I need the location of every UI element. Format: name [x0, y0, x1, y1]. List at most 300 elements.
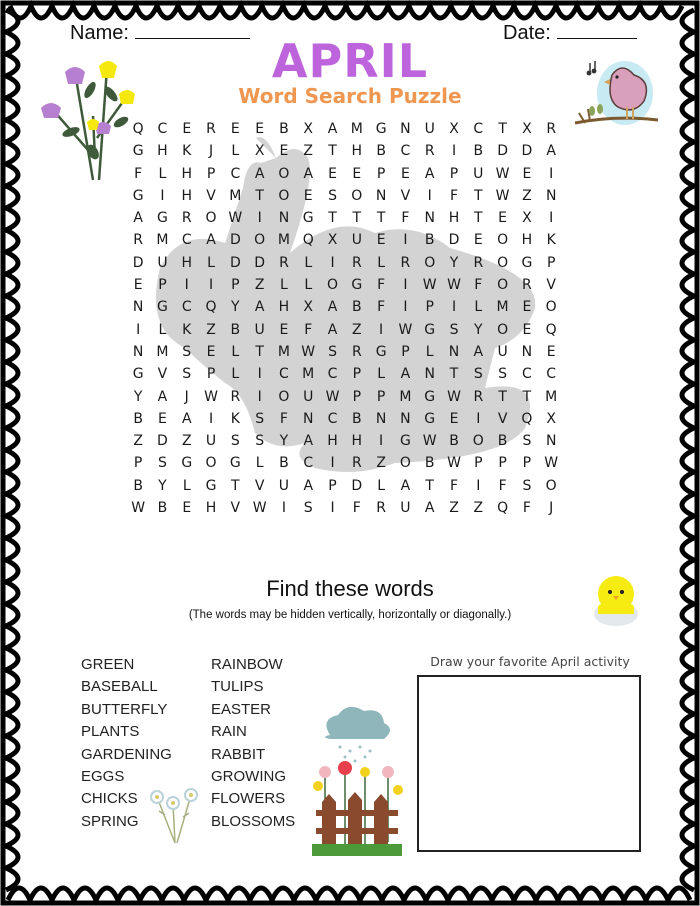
grid-letter[interactable]: B	[352, 299, 362, 316]
grid-letter[interactable]: I	[451, 299, 457, 316]
grid-letter[interactable]: I	[160, 187, 165, 204]
grid-letter[interactable]: Y	[474, 321, 483, 338]
grid-letter[interactable]: Z	[376, 455, 386, 472]
grid-letter[interactable]: M	[350, 121, 363, 137]
grid-letter[interactable]: W	[228, 210, 243, 227]
grid-letter[interactable]: N	[424, 366, 435, 383]
grid-letter[interactable]: C	[279, 366, 289, 383]
grid-letter[interactable]: X	[327, 232, 338, 249]
grid-letter[interactable]: D	[157, 433, 168, 450]
grid-letter[interactable]: I	[549, 165, 554, 182]
grid-letter[interactable]: H	[278, 299, 290, 316]
grid-letter[interactable]: G	[424, 410, 436, 427]
grid-letter[interactable]: I	[403, 232, 408, 249]
grid-letter[interactable]: A	[303, 433, 314, 450]
grid-letter[interactable]: Z	[473, 500, 484, 517]
grid-letter[interactable]: A	[157, 388, 168, 405]
grid-letter[interactable]: S	[522, 433, 532, 450]
grid-letter[interactable]: L	[304, 277, 313, 294]
grid-letter[interactable]: N	[400, 410, 411, 427]
grid-letter[interactable]: D	[132, 254, 144, 271]
grid-letter[interactable]: E	[206, 343, 216, 360]
grid-letter[interactable]: A	[254, 299, 265, 316]
grid-letter[interactable]: Q	[545, 321, 557, 338]
grid-letter[interactable]: F	[279, 410, 288, 427]
grid-letter[interactable]: Z	[254, 277, 265, 294]
grid-letter[interactable]: T	[522, 388, 532, 405]
grid-letter[interactable]: N	[400, 121, 411, 137]
grid-letter[interactable]: O	[497, 277, 509, 294]
grid-letter[interactable]: I	[257, 210, 262, 227]
grid-letter[interactable]: C	[473, 121, 484, 137]
grid-letter[interactable]: W	[447, 388, 461, 405]
grid-letter[interactable]: T	[328, 210, 337, 227]
grid-letter[interactable]: H	[448, 210, 460, 227]
grid-letter[interactable]: A	[254, 165, 265, 182]
grid-letter[interactable]: V	[206, 187, 216, 204]
grid-letter[interactable]: O	[399, 455, 411, 472]
grid-letter[interactable]: O	[351, 187, 363, 204]
grid-letter[interactable]: B	[473, 143, 484, 160]
grid-letter[interactable]: U	[400, 500, 411, 517]
grid-letter[interactable]: L	[280, 277, 288, 294]
grid-letter[interactable]: W	[447, 455, 461, 472]
grid-letter[interactable]: R	[473, 388, 484, 405]
grid-letter[interactable]: P	[352, 366, 362, 383]
grid-letter[interactable]: G	[375, 121, 387, 137]
grid-letter[interactable]: Q	[521, 410, 533, 427]
grid-letter[interactable]: W	[544, 455, 559, 472]
grid-letter[interactable]: Q	[132, 121, 144, 137]
grid-letter[interactable]: A	[424, 165, 435, 182]
grid-letter[interactable]: I	[136, 321, 141, 338]
grid-letter[interactable]: E	[255, 121, 265, 137]
grid-letter[interactable]: B	[133, 410, 143, 427]
grid-letter[interactable]: B	[449, 433, 459, 450]
grid-letter[interactable]: N	[375, 410, 387, 427]
grid-letter[interactable]: Z	[449, 500, 459, 517]
grid-letter[interactable]: B	[424, 455, 435, 472]
grid-letter[interactable]: G	[424, 388, 436, 405]
grid-letter[interactable]: G	[375, 343, 387, 360]
grid-letter[interactable]: H	[181, 165, 192, 182]
grid-letter[interactable]: A	[473, 343, 484, 360]
grid-letter[interactable]: P	[449, 165, 459, 182]
grid-letter[interactable]: R	[400, 254, 411, 271]
grid-letter[interactable]: F	[134, 165, 143, 182]
grid-letter[interactable]: L	[207, 254, 215, 271]
grid-letter[interactable]: I	[427, 187, 432, 204]
grid-letter[interactable]: A	[303, 165, 314, 182]
grid-letter[interactable]: K	[182, 321, 192, 338]
grid-letter[interactable]: P	[376, 165, 386, 182]
grid-letter[interactable]: I	[403, 299, 408, 316]
grid-letter[interactable]: P	[231, 277, 240, 294]
grid-letter[interactable]: Z	[181, 433, 192, 450]
grid-letter[interactable]: R	[351, 343, 362, 360]
grid-letter[interactable]: E	[158, 410, 167, 427]
grid-letter[interactable]: Q	[205, 299, 217, 316]
grid-letter[interactable]: A	[327, 321, 338, 338]
grid-letter[interactable]: G	[132, 143, 144, 160]
grid-letter[interactable]: H	[157, 143, 168, 160]
grid-letter[interactable]: W	[422, 277, 437, 294]
grid-letter[interactable]: D	[229, 232, 241, 249]
grid-letter[interactable]: R	[522, 277, 532, 294]
grid-letter[interactable]: Q	[497, 500, 509, 517]
grid-letter[interactable]: G	[521, 254, 533, 271]
grid-letter[interactable]: W	[495, 187, 510, 204]
grid-letter[interactable]: P	[474, 455, 483, 472]
grid-letter[interactable]: L	[377, 254, 386, 271]
grid-letter[interactable]: O	[254, 232, 266, 249]
grid-letter[interactable]: E	[400, 165, 410, 182]
grid-letter[interactable]: S	[498, 366, 508, 383]
grid-letter[interactable]: T	[449, 366, 459, 383]
grid-letter[interactable]: W	[301, 343, 316, 360]
grid-letter[interactable]: R	[206, 121, 216, 137]
grid-letter[interactable]: R	[546, 121, 557, 137]
grid-letter[interactable]: E	[449, 410, 459, 427]
grid-letter[interactable]: X	[522, 121, 532, 137]
grid-letter[interactable]: T	[498, 388, 507, 405]
grid-letter[interactable]: R	[181, 210, 192, 227]
grid-letter[interactable]: E	[546, 343, 556, 360]
grid-letter[interactable]: O	[545, 299, 557, 316]
grid-letter[interactable]: H	[181, 187, 192, 204]
grid-letter[interactable]: M	[302, 366, 315, 383]
grid-letter[interactable]: L	[474, 299, 483, 316]
grid-letter[interactable]: N	[278, 210, 290, 227]
grid-letter[interactable]: F	[352, 500, 361, 517]
grid-letter[interactable]: N	[132, 343, 144, 360]
grid-letter[interactable]: Z	[522, 187, 532, 204]
grid-letter[interactable]: W	[447, 277, 461, 294]
grid-letter[interactable]: N	[375, 187, 387, 204]
grid-letter[interactable]: N	[521, 343, 533, 360]
grid-letter[interactable]: V	[254, 477, 265, 494]
grid-letter[interactable]: P	[158, 277, 167, 294]
grid-letter[interactable]: C	[522, 366, 532, 383]
grid-letter[interactable]: C	[400, 143, 411, 160]
grid-letter[interactable]: W	[325, 388, 340, 405]
grid-letter[interactable]: O	[424, 254, 436, 271]
grid-letter[interactable]: E	[182, 121, 192, 137]
grid-letter[interactable]: I	[451, 143, 457, 160]
grid-letter[interactable]: B	[279, 455, 289, 472]
grid-letter[interactable]: W	[398, 321, 413, 338]
grid-letter[interactable]: S	[182, 343, 192, 360]
grid-letter[interactable]: T	[255, 187, 264, 204]
grid-letter[interactable]: L	[231, 366, 240, 383]
grid-letter[interactable]: U	[205, 433, 217, 450]
grid-letter[interactable]: I	[184, 277, 189, 294]
grid-letter[interactable]: B	[133, 477, 143, 494]
grid-letter[interactable]: L	[377, 477, 386, 494]
grid-letter[interactable]: A	[400, 366, 411, 383]
grid-letter[interactable]: M	[277, 232, 290, 249]
grid-letter[interactable]: X	[254, 143, 265, 160]
grid-letter[interactable]: O	[497, 254, 509, 271]
grid-letter[interactable]: O	[497, 321, 509, 338]
grid-letter[interactable]: F	[449, 187, 459, 204]
grid-letter[interactable]: S	[230, 433, 240, 450]
grid-letter[interactable]: O	[278, 388, 290, 405]
grid-letter[interactable]: R	[133, 232, 144, 249]
grid-letter[interactable]: U	[278, 477, 290, 494]
grid-letter[interactable]: V	[497, 410, 508, 427]
grid-letter[interactable]: M	[545, 388, 558, 405]
grid-letter[interactable]: I	[257, 388, 262, 405]
grid-letter[interactable]: N	[448, 343, 460, 360]
grid-letter[interactable]: K	[182, 143, 192, 160]
grid-letter[interactable]: N	[302, 410, 314, 427]
grid-letter[interactable]: X	[522, 210, 532, 227]
grid-letter[interactable]: L	[231, 143, 240, 160]
grid-letter[interactable]: E	[279, 321, 289, 338]
grid-letter[interactable]: A	[303, 477, 314, 494]
grid-letter[interactable]: M	[156, 343, 169, 360]
grid-letter[interactable]: I	[330, 254, 335, 271]
grid-letter[interactable]: B	[157, 500, 168, 517]
grid-letter[interactable]: Y	[279, 433, 289, 450]
grid-letter[interactable]: U	[303, 388, 314, 405]
grid-letter[interactable]: X	[449, 121, 459, 137]
grid-letter[interactable]: G	[157, 210, 168, 227]
grid-letter[interactable]: E	[328, 165, 337, 182]
grid-letter[interactable]: B	[230, 321, 241, 338]
grid-letter[interactable]: S	[328, 343, 337, 360]
grid-letter[interactable]: E	[522, 321, 532, 338]
grid-letter[interactable]: O	[497, 232, 509, 249]
grid-letter[interactable]: E	[498, 210, 508, 227]
grid-letter[interactable]: L	[182, 477, 191, 494]
grid-letter[interactable]: A	[327, 121, 338, 137]
grid-letter[interactable]: B	[424, 232, 435, 249]
grid-letter[interactable]: S	[158, 455, 167, 472]
grid-letter[interactable]: E	[522, 299, 532, 316]
grid-letter[interactable]: V	[157, 366, 168, 383]
grid-letter[interactable]: H	[205, 500, 217, 517]
grid-letter[interactable]: R	[473, 254, 484, 271]
grid-letter[interactable]: P	[522, 455, 532, 472]
grid-letter[interactable]: I	[403, 277, 408, 294]
grid-letter[interactable]: W	[252, 500, 267, 517]
grid-letter[interactable]: U	[473, 165, 484, 182]
grid-letter[interactable]: H	[521, 232, 533, 249]
grid-letter[interactable]: U	[497, 343, 508, 360]
grid-letter[interactable]: S	[303, 500, 313, 517]
grid-letter[interactable]: T	[352, 210, 362, 227]
grid-letter[interactable]: L	[377, 366, 386, 383]
grid-letter[interactable]: I	[330, 455, 335, 472]
grid-letter[interactable]: B	[376, 143, 386, 160]
grid-letter[interactable]: K	[230, 410, 240, 427]
grid-letter[interactable]: T	[498, 121, 507, 137]
grid-letter[interactable]: W	[204, 388, 218, 405]
grid-letter[interactable]: R	[351, 254, 362, 271]
grid-letter[interactable]: O	[327, 277, 339, 294]
grid-letter[interactable]: A	[424, 500, 435, 517]
grid-letter[interactable]: A	[327, 299, 338, 316]
grid-letter[interactable]: P	[328, 477, 337, 494]
grid-letter[interactable]: V	[230, 500, 241, 517]
grid-letter[interactable]: D	[254, 254, 266, 271]
grid-letter[interactable]: V	[546, 277, 556, 294]
grid-letter[interactable]: R	[424, 143, 435, 160]
grid-letter[interactable]: C	[157, 121, 168, 137]
grid-letter[interactable]: O	[545, 477, 557, 494]
grid-letter[interactable]: S	[182, 366, 192, 383]
drawing-area[interactable]	[417, 675, 641, 852]
grid-letter[interactable]: N	[132, 299, 144, 316]
grid-letter[interactable]: I	[208, 277, 214, 294]
grid-letter[interactable]: V	[400, 187, 411, 204]
grid-letter[interactable]: O	[472, 433, 484, 450]
grid-letter[interactable]: F	[401, 210, 410, 227]
grid-letter[interactable]: P	[376, 388, 386, 405]
grid-letter[interactable]: G	[132, 366, 144, 383]
grid-letter[interactable]: P	[498, 455, 507, 472]
grid-letter[interactable]: C	[181, 232, 192, 249]
grid-letter[interactable]: U	[157, 254, 168, 271]
grid-letter[interactable]: F	[498, 477, 507, 494]
grid-letter[interactable]: D	[229, 254, 241, 271]
grid-letter[interactable]: I	[281, 500, 286, 517]
grid-letter[interactable]: C	[327, 366, 338, 383]
grid-letter[interactable]: I	[379, 433, 384, 450]
grid-letter[interactable]: S	[255, 433, 265, 450]
grid-letter[interactable]: M	[156, 232, 169, 249]
grid-letter[interactable]: S	[522, 477, 532, 494]
grid-letter[interactable]: E	[522, 165, 532, 182]
grid-letter[interactable]: T	[255, 343, 264, 360]
grid-letter[interactable]: M	[229, 187, 242, 204]
grid-letter[interactable]: G	[205, 477, 217, 494]
grid-letter[interactable]: T	[328, 143, 337, 160]
grid-letter[interactable]: E	[352, 165, 362, 182]
grid-letter[interactable]: F	[377, 299, 386, 316]
grid-letter[interactable]: L	[304, 254, 313, 271]
grid-letter[interactable]: P	[352, 388, 362, 405]
grid-letter[interactable]: S	[328, 187, 337, 204]
grid-letter[interactable]: Z	[303, 143, 314, 160]
grid-letter[interactable]: M	[496, 299, 509, 316]
grid-letter[interactable]: A	[400, 477, 411, 494]
grid-letter[interactable]: S	[255, 410, 265, 427]
grid-letter[interactable]: C	[181, 299, 192, 316]
grid-letter[interactable]: E	[133, 277, 143, 294]
grid-letter[interactable]: Z	[352, 321, 362, 338]
grid-letter[interactable]: N	[424, 210, 435, 227]
grid-letter[interactable]: T	[474, 210, 483, 227]
grid-letter[interactable]: I	[476, 410, 481, 427]
grid-letter[interactable]: I	[257, 366, 262, 383]
grid-letter[interactable]: A	[133, 210, 143, 227]
grid-letter[interactable]: U	[254, 321, 265, 338]
grid-letter[interactable]: F	[474, 277, 483, 294]
grid-letter[interactable]: B	[352, 410, 362, 427]
grid-letter[interactable]: H	[351, 143, 363, 160]
grid-letter[interactable]: Z	[206, 321, 216, 338]
grid-letter[interactable]: G	[229, 455, 241, 472]
grid-letter[interactable]: F	[377, 277, 386, 294]
grid-letter[interactable]: P	[425, 299, 434, 316]
grid-letter[interactable]: J	[184, 388, 189, 405]
grid-letter[interactable]: B	[279, 121, 289, 137]
grid-letter[interactable]: G	[399, 433, 411, 450]
grid-letter[interactable]: D	[351, 477, 363, 494]
grid-letter[interactable]: I	[208, 410, 214, 427]
grid-letter[interactable]: E	[279, 143, 289, 160]
grid-letter[interactable]: O	[205, 455, 217, 472]
grid-letter[interactable]: U	[351, 232, 362, 249]
grid-letter[interactable]: G	[157, 299, 168, 316]
grid-letter[interactable]: N	[545, 187, 557, 204]
grid-letter[interactable]: X	[546, 410, 556, 427]
grid-letter[interactable]: O	[278, 187, 290, 204]
grid-letter[interactable]: G	[302, 210, 314, 227]
grid-letter[interactable]: J	[208, 143, 214, 160]
grid-letter[interactable]: B	[497, 433, 508, 450]
grid-letter[interactable]: R	[376, 500, 386, 517]
grid-letter[interactable]: T	[376, 210, 386, 227]
grid-letter[interactable]: W	[131, 500, 146, 517]
grid-letter[interactable]: T	[231, 477, 240, 494]
grid-letter[interactable]: F	[449, 477, 459, 494]
grid-letter[interactable]: R	[351, 455, 362, 472]
grid-letter[interactable]: E	[182, 500, 192, 517]
grid-letter[interactable]: C	[303, 455, 314, 472]
grid-letter[interactable]: P	[206, 165, 216, 182]
grid-letter[interactable]: W	[422, 433, 437, 450]
grid-letter[interactable]: H	[327, 433, 338, 450]
grid-letter[interactable]: X	[303, 121, 314, 137]
grid-letter[interactable]: X	[303, 299, 314, 316]
grid-letter[interactable]: L	[158, 321, 167, 338]
grid-letter[interactable]: H	[351, 433, 363, 450]
grid-letter[interactable]: R	[230, 388, 241, 405]
grid-letter[interactable]: E	[230, 121, 240, 137]
grid-letter[interactable]: U	[424, 121, 435, 137]
grid-letter[interactable]: K	[546, 232, 556, 249]
grid-letter[interactable]: M	[277, 343, 290, 360]
grid-letter[interactable]: G	[132, 187, 144, 204]
grid-letter[interactable]: H	[181, 254, 192, 271]
grid-letter[interactable]: Q	[302, 232, 314, 249]
grid-letter[interactable]: F	[522, 500, 531, 517]
grid-letter[interactable]: S	[449, 321, 459, 338]
grid-letter[interactable]: L	[231, 343, 240, 360]
grid-letter[interactable]: D	[448, 232, 460, 249]
grid-letter[interactable]: T	[425, 477, 434, 494]
letter-grid[interactable]	[126, 118, 563, 519]
grid-letter[interactable]: I	[330, 500, 335, 517]
grid-letter[interactable]: E	[376, 232, 386, 249]
grid-letter[interactable]: N	[545, 433, 557, 450]
grid-letter[interactable]: F	[304, 321, 313, 338]
grid-letter[interactable]: Y	[231, 299, 240, 316]
grid-letter[interactable]: C	[230, 165, 241, 182]
grid-letter[interactable]: A	[546, 143, 556, 160]
grid-letter[interactable]: W	[495, 165, 510, 182]
grid-letter[interactable]: P	[546, 254, 556, 271]
grid-letter[interactable]: P	[133, 455, 143, 472]
grid-letter[interactable]: R	[279, 254, 289, 271]
grid-letter[interactable]: J	[549, 500, 554, 517]
grid-letter[interactable]: D	[497, 143, 508, 160]
grid-letter[interactable]: A	[206, 232, 216, 249]
